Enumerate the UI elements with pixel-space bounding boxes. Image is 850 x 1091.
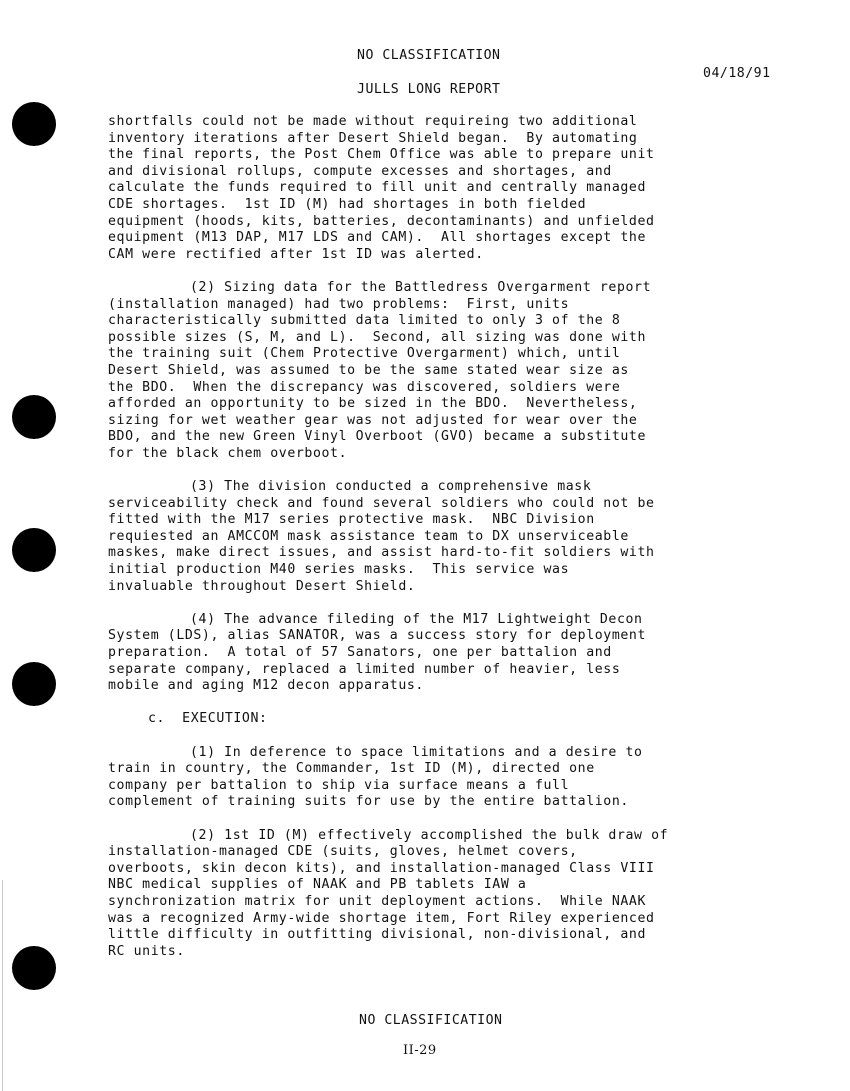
text-line: sizing for wet weather gear was not adjusted for wear over the [108, 412, 638, 428]
text-line: installation-managed CDE (suits, gloves, helmet covers, [108, 844, 578, 860]
text-line: CAM were rectified after 1st ID was alerted. [108, 246, 484, 262]
text-line: preparation. A total of 57 Sanators, one per battalion and [108, 645, 612, 660]
text-line: CDE shortages. 1st ID (M) had shortages in both fielded [108, 196, 587, 212]
text-line: little difficulty in outfitting divisional, non-divisional, and [108, 927, 646, 943]
text-line: equipment (hoods, kits, batteries, decontaminants) and unfielded [108, 213, 655, 229]
text-line: afforded an opportunity to be sized in the BDO. Nevertheless, [108, 396, 638, 412]
text-line: calculate the funds required to fill unit and centrally managed [108, 180, 646, 196]
text-line: equipment (M13 DAP, M17 LDS and CAM). All shortages except the [108, 230, 646, 246]
page-number: II-29 [403, 1043, 437, 1058]
text-line: (2) Sizing data for the Battledress Overgarment report [190, 279, 652, 295]
paragraph-shortfalls [108, 114, 768, 263]
scan-edge-line [2, 880, 3, 1091]
text-line: shortfalls could not be made without requireing two additional [108, 114, 638, 129]
text-line: RC units. [108, 943, 185, 959]
text-line: Desert Shield, was assumed to be the same stated wear size as [108, 362, 629, 378]
paragraph-decon-system [108, 612, 768, 695]
text-line: and divisional rollups, compute excesses and shortages, and [108, 163, 612, 179]
classification-top: NO CLASSIFICATION [357, 48, 501, 63]
section-heading-execution [108, 711, 768, 728]
text-line: the final reports, the Post Chem Office was able to prepare unit [108, 147, 655, 163]
classification-bottom: NO CLASSIFICATION [359, 1013, 503, 1028]
text-line: possible sizes (S, M, and L). Second, all sizing was done with [108, 329, 646, 345]
text-line: BDO, and the new Green Vinyl Overboot (GVO) became a substitute [108, 429, 646, 445]
text-line: (installation managed) had two problems: First, units [108, 296, 570, 312]
text-line: separate company, replaced a limited number of heavier, less [108, 661, 621, 677]
report-title: JULLS LONG REPORT [357, 82, 501, 97]
text-line: invaluable throughout Desert Shield. [108, 578, 416, 594]
report-date: 04/18/91 [703, 66, 771, 81]
text-line: inventory iterations after Desert Shield began. By automating [108, 130, 638, 146]
text-line: was a recognized Army-wide shortage item, Fort Riley experienced [108, 910, 655, 926]
text-line: synchronization matrix for unit deployment actions. While NAAK [108, 893, 646, 909]
text-line: train in country, the Commander, 1st ID (M), directed one [108, 761, 595, 777]
text-line: initial production M40 series masks. This service was [108, 562, 570, 578]
punch-hole-5 [12, 946, 56, 990]
text-line: requiested an AMCCOM mask assistance team to DX unserviceable [108, 528, 629, 544]
paragraph-mask-check [108, 479, 768, 595]
text-line: (3) The division conducted a comprehensive mask [190, 479, 592, 495]
text-line: (2) 1st ID (M) effectively accomplished the bulk draw of [190, 827, 669, 843]
punch-hole-1 [12, 102, 56, 146]
text-line: System (LDS), alias SANATOR, was a success story for deployment [108, 628, 646, 644]
text-line: characteristically submitted data limited to only 3 of the 8 [108, 313, 621, 329]
text-line: overboots, skin decon kits), and installation-managed Class VIII [108, 860, 655, 876]
report-body [108, 114, 768, 960]
section-heading: c. EXECUTION: [148, 711, 268, 727]
text-line: maskes, make direct issues, and assist hard-to-fit soldiers with [108, 545, 655, 561]
paragraph-sizing-data [108, 280, 768, 463]
text-line: mobile and aging M12 decon apparatus. [108, 678, 424, 694]
text-line: complement of training suits for use by the entire battalion. [108, 794, 629, 810]
paragraph-bulk-draw [108, 828, 768, 961]
text-line: fitted with the M17 series protective mask. NBC Division [108, 512, 595, 528]
punch-hole-4 [12, 662, 56, 706]
paragraph-training-suits [108, 745, 768, 811]
text-line: (1) In deference to space limitations and a desire to [190, 744, 643, 760]
text-line: company per battalion to ship via surface means a full [108, 777, 570, 793]
text-line: for the black chem overboot. [108, 445, 348, 461]
punch-hole-3 [12, 528, 56, 572]
text-line: (4) The advance fileding of the M17 Lightweight Decon [190, 611, 643, 627]
text-line: the training suit (Chem Protective Overgarment) which, until [108, 346, 621, 362]
text-line: the BDO. When the discrepancy was discovered, soldiers were [108, 379, 621, 395]
text-line: serviceability check and found several soldiers who could not be [108, 495, 655, 511]
text-line: NBC medical supplies of NAAK and PB tablets IAW a [108, 877, 527, 893]
punch-hole-2 [12, 395, 56, 439]
